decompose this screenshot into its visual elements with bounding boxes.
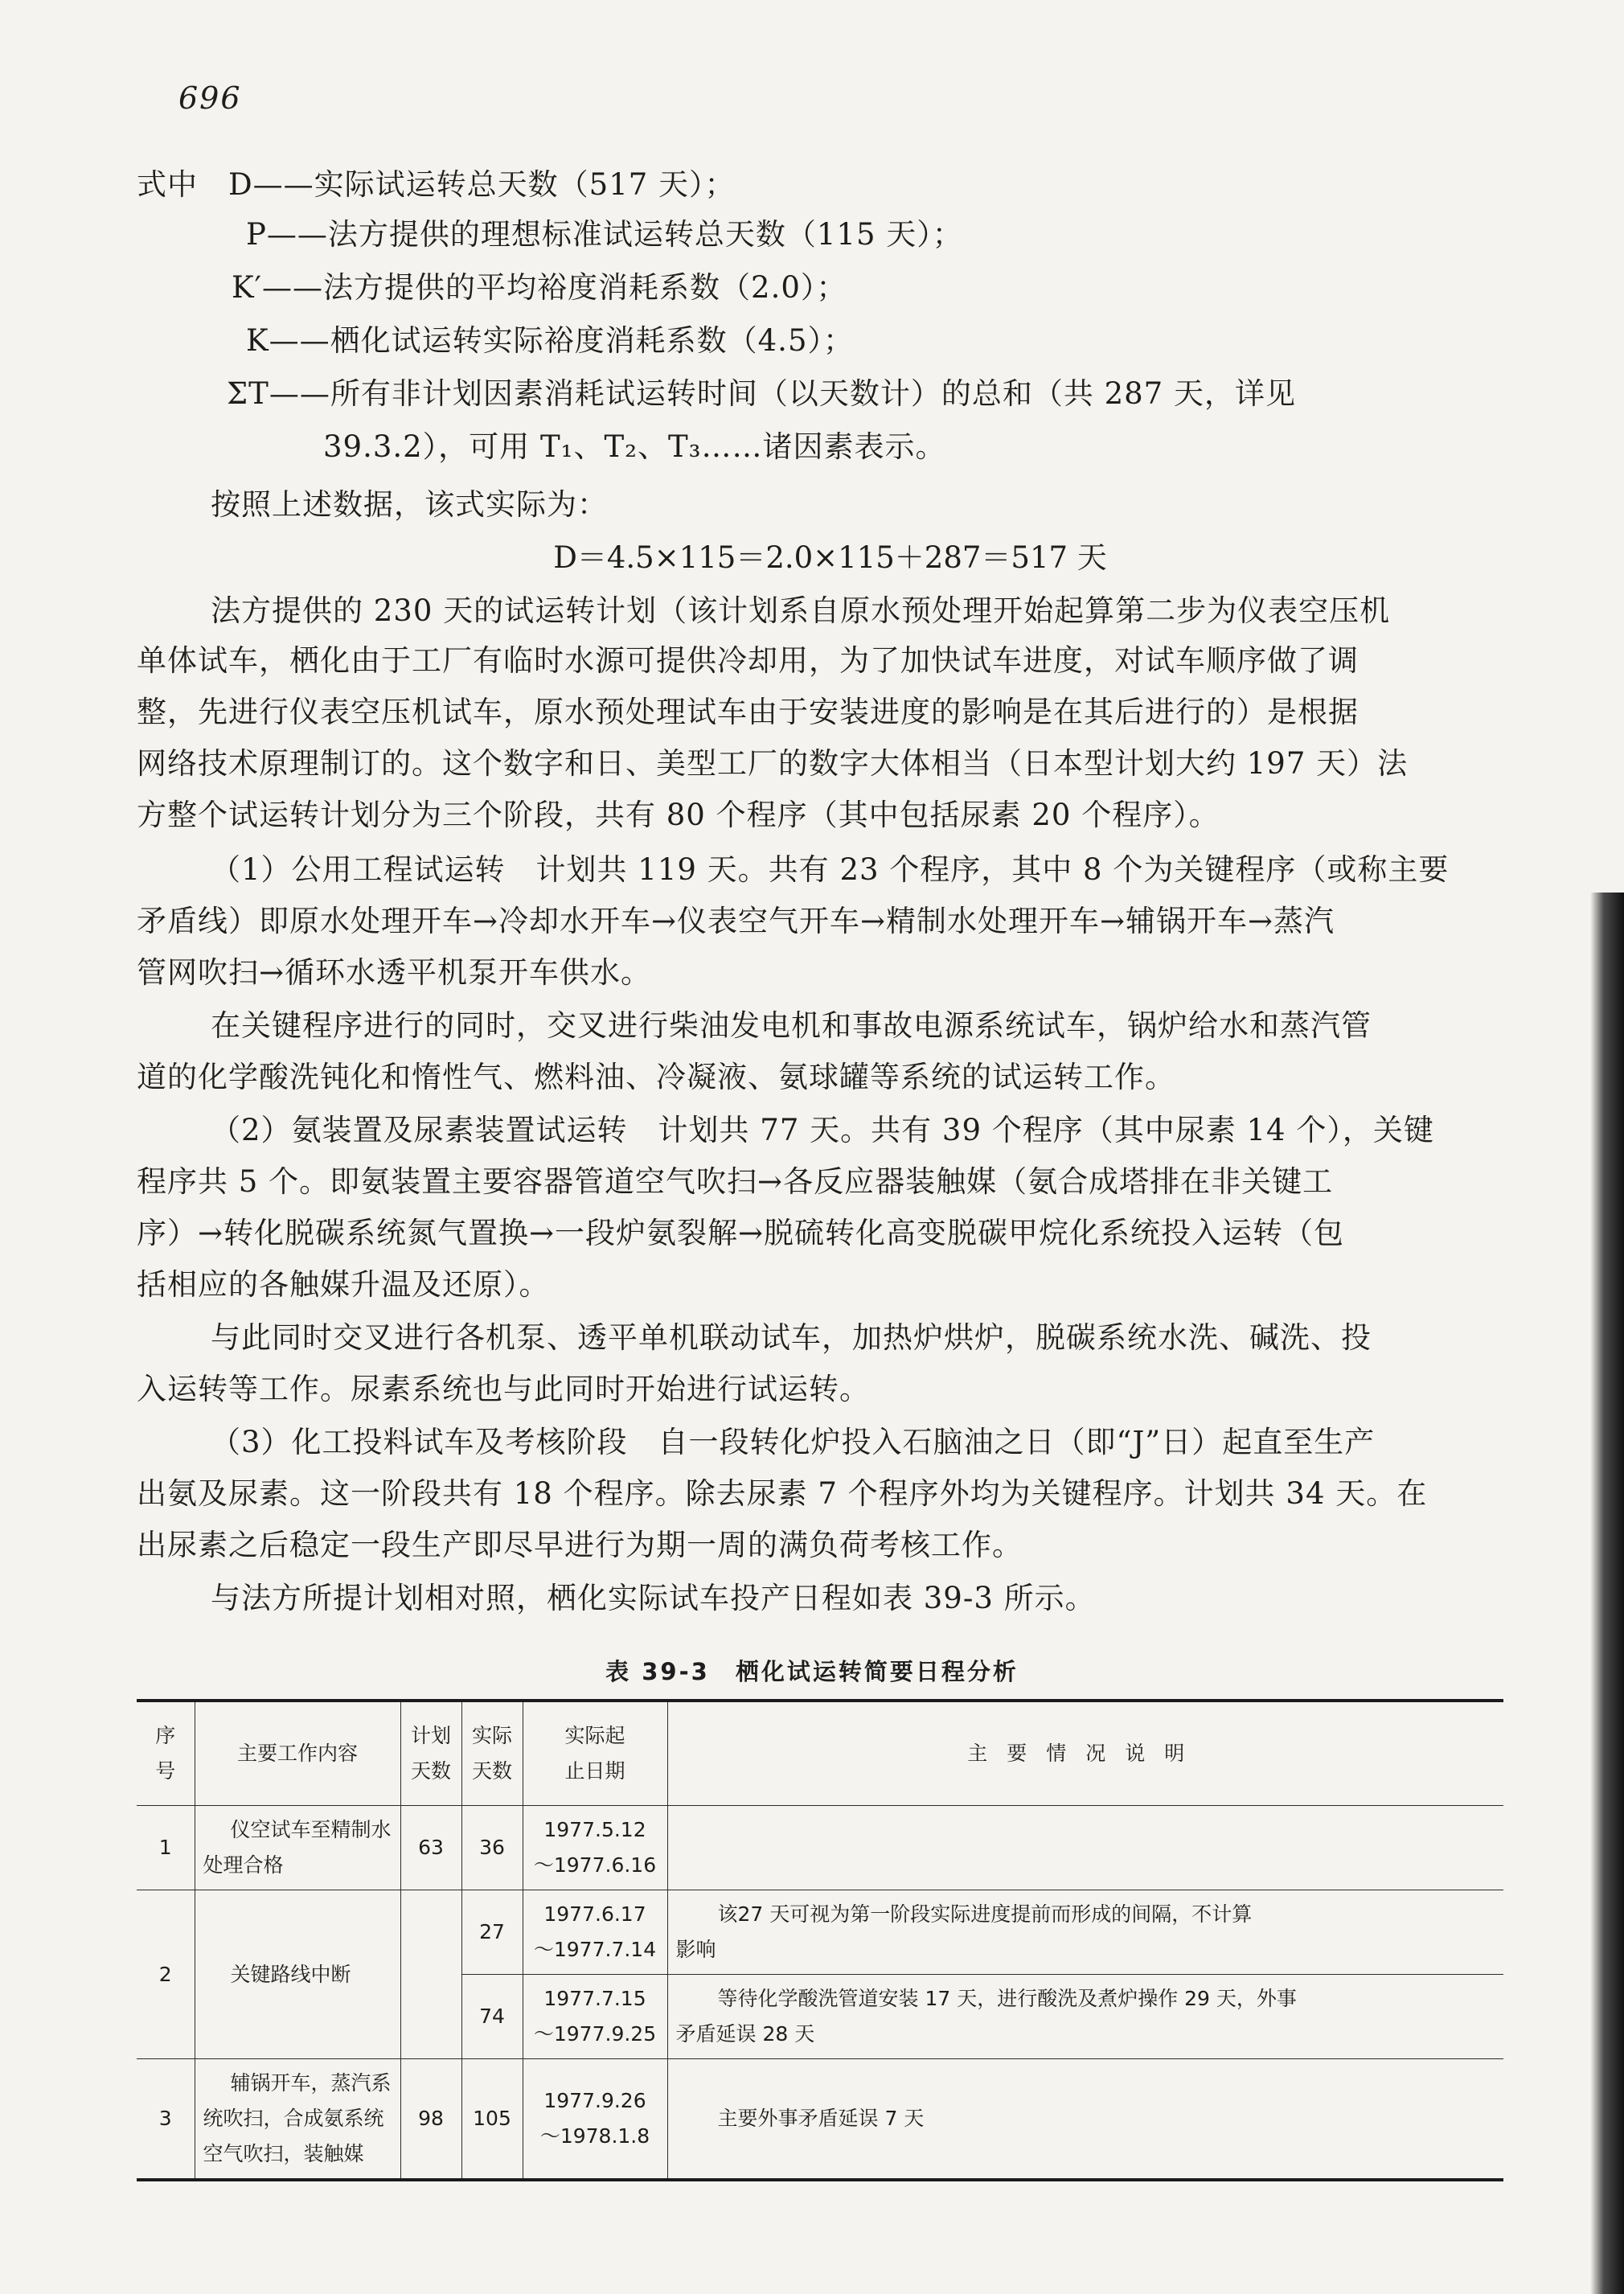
row-date-to: ～1978.1.8 [539,2124,650,2148]
definition-k-prime: K′——法方提供的平均裕度消耗系数（2.0）； [232,270,847,305]
paragraph-line: 入运转等工作。尿素系统也与此同时开始进行试运转。 [137,1372,870,1406]
table-caption: 表 39-3 栖化试运转简要日程分析 [605,1658,1019,1685]
paragraph-line: 括相应的各触媒升温及还原）。 [137,1267,550,1302]
definition-d: 式中 D——实际试运转总天数（517 天）； [137,167,736,202]
paragraph-line: 与法方所提计划相对照，栖化实际试车投产日程如表 39-3 所示。 [211,1581,1096,1615]
row-work-line: 处理合格 [203,1853,284,1877]
paragraph-line: 整，先进行仪表空压机试车，原水预处理试车由于安装进度的影响是在其后进行的）是根据 [137,695,1359,729]
row-work-line: 辅锅开车，蒸汽系 [230,2071,392,2095]
header-dates-line: 实际起 [564,1724,625,1747]
row-dates [523,1890,667,1975]
header-dates [523,1701,667,1806]
header-plan-days [400,1701,461,1806]
paragraph-line: 网络技术原理制订的。这个数字和日、美型工厂的数字大体相当（日本型计划大约 197 天）法 [137,746,1409,781]
row-notes [667,1806,1503,1890]
header-actual-line: 天数 [471,1759,512,1783]
header-dates-line: 止日期 [564,1759,625,1783]
header-plan-line: 天数 [410,1759,451,1783]
paragraph-line: 道的化学酸洗钝化和惰性气、燃料油、冷凝液、氨球罐等系统的试运转工作。 [137,1060,1175,1094]
schedule-table [137,1699,1503,2181]
row-notes [667,1975,1503,2059]
header-plan-line: 计划 [410,1724,451,1747]
paragraph-line: （1）公用工程试运转 计划共 119 天。共有 23 个程序，其中 8 个为关键程序（或称主要 [211,852,1450,887]
paragraph-line: 矛盾线）即原水处理开车→冷却水开车→仪表空气开车→精制水处理开车→辅锅开车→蒸汽 [137,904,1335,938]
row-date-from: 1977.5.12 [543,1818,646,1841]
paragraph-line: 出氨及尿素。这一阶段共有 18 个程序。除去尿素 7 个程序外均为关键程序。计划共 34 天。在 [137,1476,1428,1511]
row-plan-days: 63 [400,1806,461,1890]
row-work-line: 仪空试车至精制水 [230,1818,392,1841]
row-note-line: 该27 天可视为第一阶段实际进度提前而形成的间隔，不计算 [717,1902,1253,1926]
row-plan-days [400,1890,461,2059]
row-work-line: 统吹扫，合成氨系统 [203,2107,384,2130]
row-notes: 主要外事矛盾延误 7 天 [667,2059,1503,2181]
row-note-line: 等待化学酸洗管道安装 17 天，进行酸洗及煮炉操作 29 天，外事 [717,1987,1297,2010]
row-actual-days: 36 [461,1806,523,1890]
paragraph-line: （2）氨装置及尿素装置试运转 计划共 77 天。共有 39 个程序（其中尿素 14 个），关键 [211,1113,1434,1147]
row-seq: 1 [137,1806,195,1890]
paragraph-line: 序）→转化脱碳系统氮气置换→一段炉氨裂解→脱硫转化高变脱碳甲烷化系统投入运转（包 [137,1216,1345,1250]
header-work: 主要工作内容 [195,1701,400,1806]
row-dates [523,1975,667,2059]
paragraph-line: （3）化工投料试车及考核阶段 自一段转化炉投入石脑油之日（即“J”日）起直至生产 [211,1425,1376,1459]
table-row [137,1806,1503,1890]
row-note-line: 影响 [675,1938,716,1961]
row-date-to: ～1977.7.14 [533,1938,657,1961]
table-row [137,2059,1503,2181]
header-actual-days [461,1701,523,1806]
row-notes [667,1890,1503,1975]
row-dates [523,2059,667,2181]
header-notes: 主要情况说明 [667,1701,1503,1806]
definition-sigma-t: ΣT——所有非计划因素消耗试运转时间（以天数计）的总和（共 287 天，详见 [227,376,1296,411]
paragraph-line: 法方提供的 230 天的试运转计划（该计划系自原水预处理开始起算第二步为仪表空压机 [211,593,1391,628]
definition-k: K——栖化试运转实际裕度消耗系数（4.5）； [246,323,854,358]
header-seq [137,1701,195,1806]
row-work [195,1806,400,1890]
row-work: 关键路线中断 [195,1890,400,2059]
row-actual-days: 27 [461,1890,523,1975]
row-work-line: 空气吹扫，装触媒 [203,2142,364,2165]
paragraph-line: 管网吹扫→循环水透平机泵开车供水。 [137,955,652,990]
header-seq-line: 号 [155,1759,176,1783]
header-seq-line: 序 [155,1724,176,1747]
paragraph-line: 与此同时交叉进行各机泵、透平单机联动试车，加热炉烘炉，脱碳系统水洗、碱洗、投 [211,1320,1372,1355]
paragraph-line: 在关键程序进行的同时，交叉进行柴油发电机和事故电源系统试车，锅炉给水和蒸汽管 [211,1008,1372,1043]
row-date-from: 1977.7.15 [543,1987,646,2010]
row-work [195,2059,400,2181]
paragraph-line: 出尿素之后稳定一段生产即尽早进行为期一周的满负荷考核工作。 [137,1528,1023,1562]
paragraph-line: 单体试车，栖化由于工厂有临时水源可提供冷却用，为了加快试车进度，对试车顺序做了调 [137,643,1359,678]
intro-text: 按照上述数据，该式实际为： [211,487,608,522]
paragraph-line: 程序共 5 个。即氨装置主要容器管道空气吹扫→各反应器装触媒（氨合成塔排在非关键工 [137,1164,1334,1199]
row-plan-days: 98 [400,2059,461,2181]
row-seq: 3 [137,2059,195,2181]
table-row [137,1890,1503,1975]
formula: D＝4.5×115＝2.0×115＋287＝517 天 [553,540,1107,575]
page-number: 696 [178,80,242,116]
definition-sigma-t-cont: 39.3.2），可用 T₁、T₂、T₃……诸因素表示。 [323,429,946,464]
row-note-line: 矛盾延误 28 天 [675,2022,815,2046]
header-actual-line: 实际 [471,1724,512,1747]
row-seq: 2 [137,1890,195,2059]
definition-p: P——法方提供的理想标准试运转总天数（115 天）； [246,217,963,252]
scan-edge-shadow [1590,893,1624,2294]
paragraph-line: 方整个试运转计划分为三个阶段，共有 80 个程序（其中包括尿素 20 个程序）。 [137,798,1220,832]
row-dates [523,1806,667,1890]
row-date-from: 1977.6.17 [543,1902,646,1926]
row-date-to: ～1977.6.16 [533,1853,657,1877]
row-date-from: 1977.9.26 [543,2089,646,2112]
row-actual-days: 74 [461,1975,523,2059]
table-header-row [137,1701,1503,1806]
row-actual-days: 105 [461,2059,523,2181]
row-date-to: ～1977.9.25 [533,2022,657,2046]
